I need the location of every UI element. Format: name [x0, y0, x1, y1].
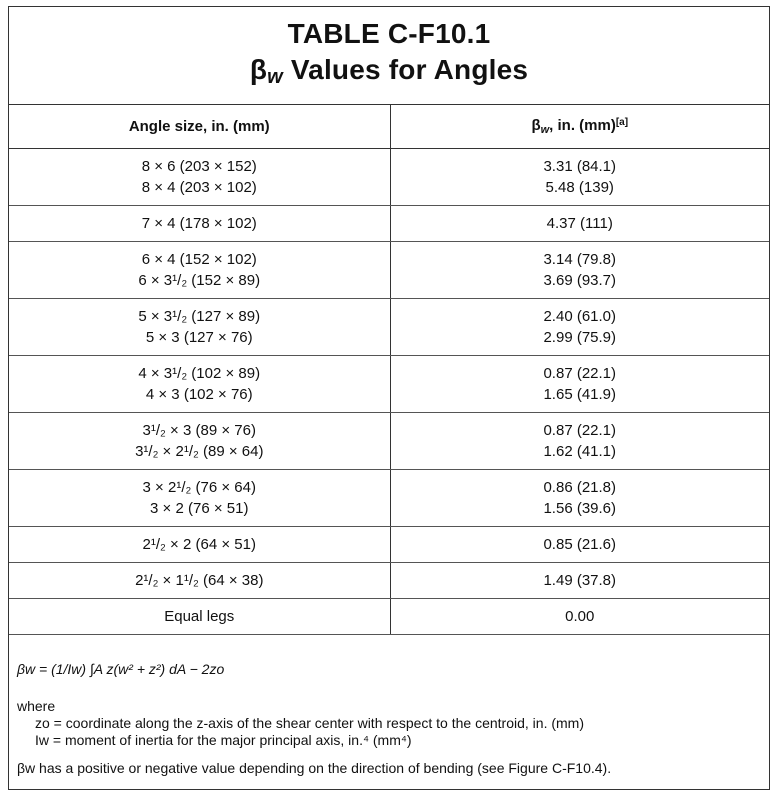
angle-size-cell: [9, 527, 390, 563]
angle-size: 6 × 4 (152 × 102): [141, 251, 257, 268]
beta-value-cell: [390, 413, 769, 470]
header-beta-symbol: β: [531, 117, 541, 134]
angle-size: 5 × 3¹/₂ (127 × 89): [138, 308, 261, 325]
beta-value: 1.56 (39.6): [543, 500, 617, 517]
beta-value: 4.37 (111): [546, 215, 613, 232]
table-body: [9, 149, 769, 635]
angle-size: 3 × 2 (76 × 51): [150, 500, 249, 517]
table-frame: [8, 6, 770, 790]
table-row: [9, 413, 769, 470]
table-row: [9, 356, 769, 413]
header-beta: [390, 105, 769, 149]
table-row: [9, 242, 769, 299]
angle-size: Equal legs: [164, 608, 235, 625]
title-beta-subscript: w: [267, 66, 283, 88]
beta-table: [9, 105, 769, 635]
header-angle-size: Angle size, in. (mm): [9, 105, 390, 149]
beta-value: 1.62 (41.1): [543, 443, 617, 460]
angle-size: 3 × 2¹/₂ (76 × 64): [142, 479, 256, 496]
angle-size-cell: [9, 470, 390, 527]
beta-value: 0.85 (21.6): [543, 536, 617, 553]
beta-value-cell: [390, 149, 769, 206]
title-line-1: TABLE C-F10.1: [287, 18, 491, 49]
formula-text: βw = (1/Iw) ∫A z(w² + z²) dA − 2zo: [17, 661, 225, 677]
angle-size: 5 × 3 (127 × 76): [145, 329, 253, 346]
beta-value: 0.87 (22.1): [543, 365, 617, 382]
angle-size-cell: [9, 356, 390, 413]
title-rest: Values for Angles: [282, 54, 529, 85]
beta-value: 3.69 (93.7): [543, 272, 617, 289]
beta-value-cell: [390, 206, 769, 242]
definition-zo: zo = coordinate along the z-axis of the shear center with respect to the centroid, in. (mm): [35, 715, 584, 731]
beta-value-cell: [390, 242, 769, 299]
beta-value-cell: [390, 470, 769, 527]
formula: [17, 643, 761, 695]
beta-value: 0.86 (21.8): [543, 479, 617, 496]
angle-size: 6 × 3¹/₂ (152 × 89): [138, 272, 261, 289]
header-row: [9, 105, 769, 149]
angle-size: 4 × 3¹/₂ (102 × 89): [138, 365, 261, 382]
angle-size: 7 × 4 (178 × 102): [141, 215, 257, 232]
beta-value: 0.00: [565, 608, 595, 625]
beta-value: 1.49 (37.8): [543, 572, 617, 589]
table-notes: [9, 635, 769, 777]
table-row: [9, 299, 769, 356]
angle-size-cell: [9, 599, 390, 635]
header-beta-subscript: w: [540, 124, 550, 136]
table-row: [9, 149, 769, 206]
beta-value-cell: [390, 356, 769, 413]
where-label: where: [17, 698, 56, 714]
angle-size-cell: [9, 149, 390, 206]
angle-size: 8 × 6 (203 × 152): [141, 158, 257, 175]
title-line-2: [9, 52, 769, 95]
table-row: [9, 470, 769, 527]
table-title: [9, 7, 769, 105]
angle-size-cell: [9, 413, 390, 470]
beta-value: 0.87 (22.1): [543, 422, 617, 439]
beta-value-cell: [390, 527, 769, 563]
closing-note: βw has a positive or negative value depending on the direction of bending (see Figure C-F10.4).: [17, 760, 612, 776]
beta-value-cell: [390, 599, 769, 635]
beta-value-cell: [390, 299, 769, 356]
table-row: [9, 599, 769, 635]
beta-value-cell: [390, 563, 769, 599]
angle-size: 2¹/₂ × 2 (64 × 51): [142, 536, 256, 553]
header-note-ref: [a]: [615, 117, 629, 128]
angle-size: 4 × 3 (102 × 76): [145, 386, 253, 403]
angle-size: 8 × 4 (203 × 102): [141, 179, 257, 196]
title-beta-symbol: β: [249, 54, 268, 85]
beta-value: 2.99 (75.9): [543, 329, 617, 346]
angle-size: 3¹/₂ × 2¹/₂ (89 × 64): [135, 443, 264, 460]
angle-size: 2¹/₂ × 1¹/₂ (64 × 38): [135, 572, 264, 589]
beta-value: 3.14 (79.8): [543, 251, 617, 268]
beta-value: 3.31 (84.1): [543, 158, 617, 175]
angle-size-cell: [9, 242, 390, 299]
beta-value: 5.48 (139): [545, 179, 614, 196]
header-beta-rest: , in. (mm): [549, 117, 616, 134]
definitions: [17, 715, 761, 749]
angle-size-cell: [9, 206, 390, 242]
table-row: [9, 563, 769, 599]
beta-value: 2.40 (61.0): [543, 308, 617, 325]
angle-size-cell: [9, 563, 390, 599]
definition-iw: Iw = moment of inertia for the major principal axis, in.⁴ (mm⁴): [35, 732, 412, 748]
table-row: [9, 206, 769, 242]
beta-value: 1.65 (41.9): [543, 386, 617, 403]
table-row: [9, 527, 769, 563]
angle-size: 3¹/₂ × 3 (89 × 76): [142, 422, 256, 439]
angle-size-cell: [9, 299, 390, 356]
